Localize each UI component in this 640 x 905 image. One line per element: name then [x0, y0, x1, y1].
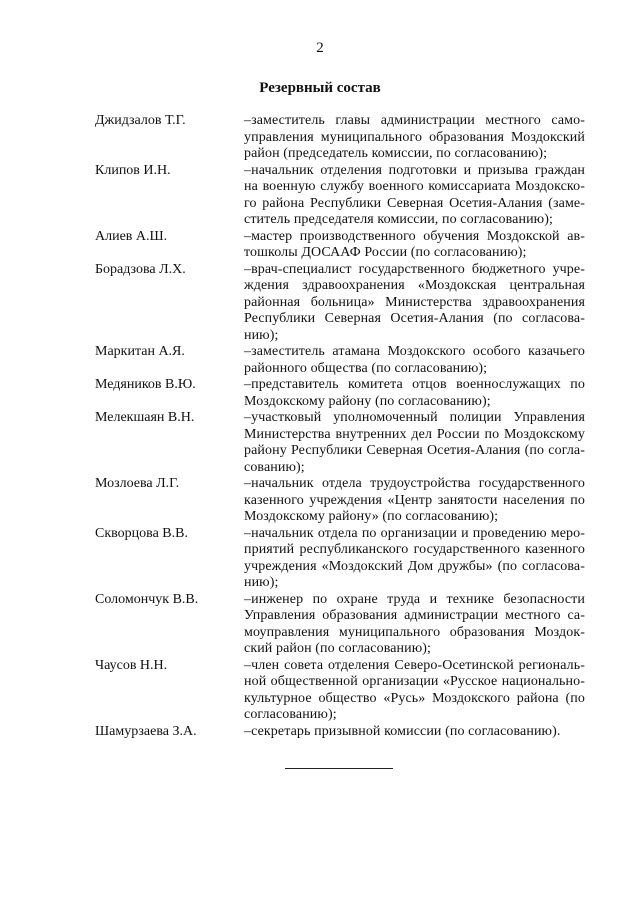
member-name: Чаусов Н.Н.: [95, 657, 168, 673]
member-entry: [95, 526, 585, 592]
member-description: –заместитель атамана Моздокского особого казачьего районного общества (по согласованию);: [244, 344, 585, 376]
member-description: –врач-специалист государственного бюджетного учре-ждения здравоохранения «Моздокская центральная районная больница» Министерства здравоохранения Республики Северная Осетия-Алания (по согласова-нию);: [244, 261, 585, 343]
member-description: –мастер производственного обучения Моздокской ав-тошколы ДОСААФ России (по согласованию);: [244, 228, 585, 260]
member-entry: [95, 163, 585, 229]
member-description: –участковый уполномоченный полиции Управления Министерства внутренних дел России по Моздокскому району Республики Северная Осетия-Алания (по согла-сованию);: [244, 410, 585, 475]
member-description: –член совета отделения Северо-Осетинской региональ-ной общественной организации «Русское национально-культурное общество «Русь» Моздокского района (по согласованию);: [244, 657, 585, 722]
member-list: [95, 113, 585, 740]
member-description: –начальник отделения подготовки и призыва граждан на военную службу военного комиссариата Моздокско-го района Республики Северная Осетия-Алания (заме-ститель председателя комиссии, по согласованию);: [244, 162, 585, 227]
member-description: –начальник отдела по организации и проведению меро-приятий республиканского государственного казенного учреждения «Моздокский Дом дружбы» (по согласова-нию);: [244, 525, 585, 590]
member-entry: [95, 113, 585, 163]
member-name: Мелекшаян В.Н.: [95, 410, 195, 425]
member-entry: [95, 344, 585, 377]
footer-divider: [285, 768, 393, 769]
member-description: –представитель комитета отцов военнослужащих по Моздокскому району (по согласованию);: [244, 377, 585, 409]
member-description: –заместитель главы администрации местного само-управления муниципального образования Моздокский район (председатель комиссии, по согласованию);: [244, 113, 585, 161]
member-name: Клипов И.Н.: [95, 162, 171, 178]
member-name: Борадзова Л.Х.: [95, 261, 186, 277]
section-title: Резервный состав: [259, 80, 381, 96]
member-name: Соломончук В.В.: [95, 591, 199, 607]
member-name: Маркитан А.Я.: [95, 344, 185, 359]
member-description: –начальник отдела трудоустройства государственного казенного учреждения «Центр занятости населения по Моздокскому району» (по согласованию);: [244, 476, 585, 524]
member-entry: [95, 229, 585, 262]
member-entry: [95, 377, 585, 410]
member-description: –инженер по охране труда и технике безопасности Управления образования администрации местного са-моуправления муниципального образования Моздок-ский район (по согласованию);: [244, 591, 585, 656]
member-name: Скворцова В.В.: [95, 525, 188, 541]
member-name: Медяников В.Ю.: [95, 377, 196, 392]
member-name: Шамурзаева З.А.: [95, 723, 197, 739]
member-entry: [95, 658, 585, 724]
member-entry: [95, 410, 585, 476]
member-name: Алиев А.Ш.: [95, 228, 168, 244]
member-name: Мозлоева Л.Г.: [95, 476, 180, 491]
member-name: Джидзалов Т.Г.: [95, 113, 186, 128]
member-entry: [95, 592, 585, 658]
member-entry: [95, 724, 585, 741]
page-number: 2: [316, 40, 324, 56]
member-entry: [95, 476, 585, 526]
member-description: –секретарь призывной комиссии (по согласованию).: [244, 723, 561, 739]
member-entry: [95, 262, 585, 345]
